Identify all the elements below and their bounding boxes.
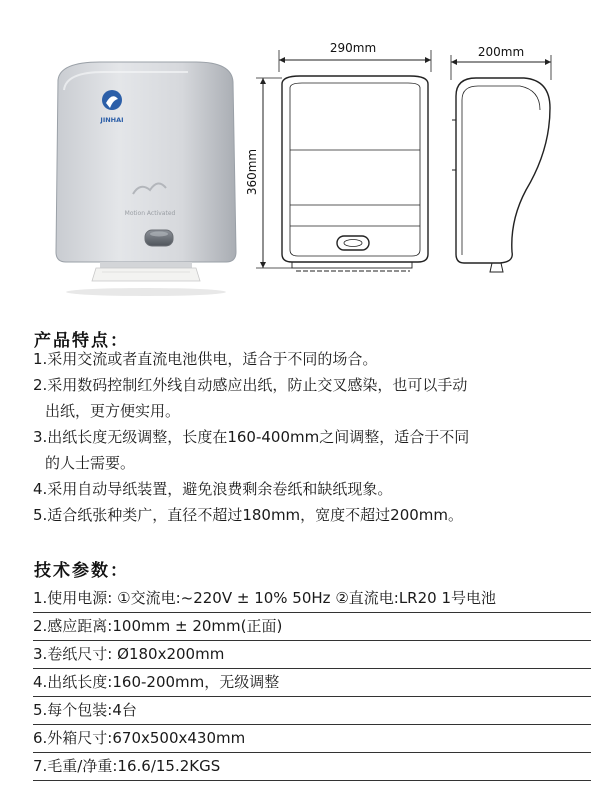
feature-line-continued: 出纸，更方便实用。 <box>45 402 181 420</box>
spec-row: 7.毛重/净重:16.6/15.2KGS <box>33 753 591 781</box>
spec-row: 5.每个包装:4台 <box>33 697 591 725</box>
feature-item <box>33 502 593 528</box>
width-dimension-label: 290mm <box>329 41 377 55</box>
feature-item <box>33 372 593 424</box>
feature-item <box>33 346 593 372</box>
depth-dimension-label: 200mm <box>477 45 525 59</box>
dispenser-photo <box>56 62 236 296</box>
spec-row: 1.使用电源: ①交流电:~220V ± 10% 50Hz ②直流电:LR20 1号电池 <box>33 585 591 613</box>
front-view-drawing <box>256 50 431 271</box>
brand-logo-text: JINHAI <box>100 116 124 124</box>
features-title: 产品特点： <box>34 331 129 351</box>
specs-title: 技术参数： <box>34 561 129 581</box>
feature-line: 1.采用交流或者直流电池供电，适合于不同的场合。 <box>33 350 378 368</box>
feature-line: 5.适合纸张种类广，直径不超过180mm，宽度不超过200mm。 <box>33 506 464 524</box>
feature-line-continued: 的人士需要。 <box>45 454 136 472</box>
feature-item <box>33 476 593 502</box>
height-dimension-label: 360mm <box>245 148 259 196</box>
panel-label: Motion Activated <box>124 210 176 217</box>
feature-line: 2.采用数码控制红外线自动感应出纸，防止交叉感染，也可以手动 <box>33 376 468 394</box>
product-illustration <box>0 0 600 305</box>
side-view-drawing <box>451 55 551 272</box>
feature-line: 3.出纸长度无级调整，长度在160-400mm之间调整，适合于不同 <box>33 428 470 446</box>
feature-item <box>33 424 593 476</box>
feature-line: 4.采用自动导纸装置，避免浪费剩余卷纸和缺纸现象。 <box>33 480 393 498</box>
spec-row: 6.外箱尺寸:670x500x430mm <box>33 725 591 753</box>
specs-table <box>33 585 591 781</box>
spec-row: 3.卷纸尺寸: Ø180x200mm <box>33 641 591 669</box>
spec-row: 4.出纸长度:160-200mm，无级调整 <box>33 669 591 697</box>
features-list <box>33 346 593 528</box>
spec-row: 2.感应距离:100mm ± 20mm(正面) <box>33 613 591 641</box>
